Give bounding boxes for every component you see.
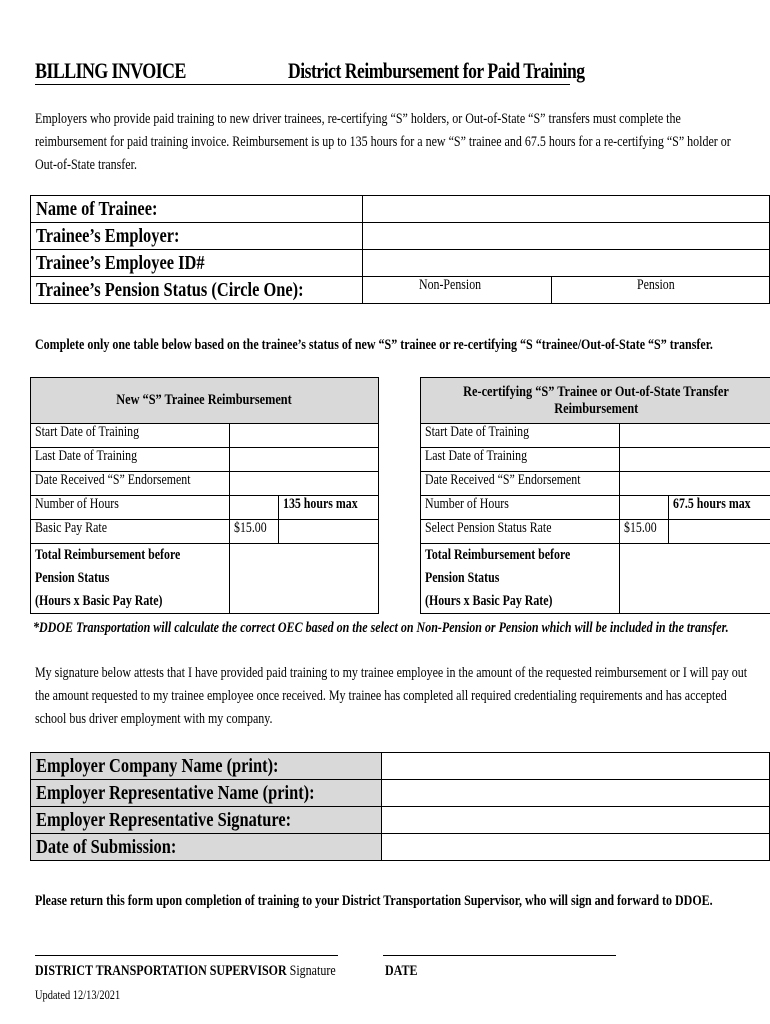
recert-date-received-label: Date Received “S” Endorsement	[421, 472, 620, 496]
supervisor-signature-caption: DISTRICT TRANSPORTATION SUPERVISOR Signature	[35, 963, 336, 979]
intro-line-2: reimbursement for paid training invoice. Reimbursement is up to 135 hours for a new “S” trainee and 67.5 hours for a re-certifying “S” holder or	[35, 134, 731, 150]
new-last-date-field[interactable]	[229, 448, 378, 472]
new-trainee-table	[30, 377, 379, 614]
employer-table	[30, 752, 770, 861]
title-row	[35, 58, 585, 85]
option-pension[interactable]: Pension	[551, 277, 769, 304]
trainee-info-table	[30, 195, 770, 304]
recert-table	[420, 377, 770, 614]
recert-pay-rate-label: Select Pension Status Rate	[421, 520, 620, 544]
new-pay-rate-blank	[278, 520, 378, 544]
new-table-header: New “S” Trainee Reimbursement	[31, 378, 379, 424]
recert-start-date-field[interactable]	[619, 424, 770, 448]
recert-hours-field[interactable]	[619, 496, 668, 520]
new-hours-field[interactable]	[229, 496, 278, 520]
new-hours-label: Number of Hours	[31, 496, 230, 520]
recert-last-date-label: Last Date of Training	[421, 448, 620, 472]
updated-date: Updated 12/13/2021	[35, 987, 121, 1002]
recert-hours-max: 67.5 hours max	[668, 496, 770, 520]
ddoe-note: *DDOE Transportation will calculate the correct OEC based on the select on Non-Pension or Pension which will be included in the transfer.	[33, 620, 729, 636]
recert-start-date-label: Start Date of Training	[421, 424, 620, 448]
date-caption: DATE	[385, 963, 418, 979]
recert-total-field[interactable]	[619, 544, 770, 614]
new-date-received-label: Date Received “S” Endorsement	[31, 472, 230, 496]
recert-pay-rate-blank	[668, 520, 770, 544]
new-start-date-label: Start Date of Training	[31, 424, 230, 448]
option-non-pension[interactable]: Non-Pension	[363, 277, 551, 304]
submission-date-field[interactable]	[381, 834, 769, 861]
recert-hours-label: Number of Hours	[421, 496, 620, 520]
rep-signature-field[interactable]	[381, 807, 769, 834]
trainee-employer-field[interactable]	[363, 223, 770, 250]
recert-date-received-field[interactable]	[619, 472, 770, 496]
recert-last-date-field[interactable]	[619, 448, 770, 472]
instruction-text: Complete only one table below based on the trainee’s status of new “S” trainee or re-certifying “S “trainee/Out-of-State “S” transfer.	[35, 337, 713, 353]
new-pay-rate-label: Basic Pay Rate	[31, 520, 230, 544]
trainee-employee-id-label: Trainee’s Employee ID#	[31, 250, 363, 277]
intro-line-3: Out-of-State transfer.	[35, 157, 137, 173]
company-name-field[interactable]	[381, 753, 769, 780]
new-total-label: Total Reimbursement before Pension Status (Hours x Basic Pay Rate)	[31, 544, 230, 614]
page-title: BILLING INVOICE	[35, 58, 186, 83]
rep-signature-label: Employer Representative Signature:	[31, 807, 382, 834]
trainee-employee-id-field[interactable]	[363, 250, 770, 277]
attest-line-3: school bus driver employment with my company.	[35, 711, 273, 727]
recert-table-header: Re-certifying “S” Trainee or Out-of-State Transfer Reimbursement	[421, 378, 770, 424]
new-date-received-field[interactable]	[229, 472, 378, 496]
trainee-name-label: Name of Trainee:	[31, 196, 363, 223]
date-signature-line[interactable]	[383, 955, 616, 956]
attest-line-1: My signature below attests that I have provided paid training to my trainee employee in the amount of the requested reimbursement or I will pay out	[35, 665, 748, 681]
return-note: Please return this form upon completion of training to your District Transportation Supervisor, who will sign and forward to DDOE.	[35, 893, 713, 909]
trainee-name-field[interactable]	[363, 196, 770, 223]
page-subtitle: District Reimbursement for Paid Training	[288, 58, 585, 83]
recert-pay-rate-value: $15.00	[619, 520, 668, 544]
trainee-pension-label: Trainee’s Pension Status (Circle One):	[31, 277, 363, 304]
trainee-employer-label: Trainee’s Employer:	[31, 223, 363, 250]
rep-name-field[interactable]	[381, 780, 769, 807]
new-start-date-field[interactable]	[229, 424, 378, 448]
submission-date-label: Date of Submission:	[31, 834, 382, 861]
rep-name-label: Employer Representative Name (print):	[31, 780, 382, 807]
new-last-date-label: Last Date of Training	[31, 448, 230, 472]
intro-line-1: Employers who provide paid training to new driver trainees, re-certifying “S” holders, or Out-of-State “S” transfers must complete the	[35, 111, 681, 127]
supervisor-signature-line[interactable]	[35, 955, 338, 956]
new-total-field[interactable]	[229, 544, 378, 614]
new-pay-rate-value: $15.00	[229, 520, 278, 544]
attest-line-2: the amount requested to my trainee employee once received. My trainee has completed all required credentialing requirements and has accepted	[35, 688, 727, 704]
recert-total-label: Total Reimbursement before Pension Status (Hours x Basic Pay Rate)	[421, 544, 620, 614]
company-name-label: Employer Company Name (print):	[31, 753, 382, 780]
new-hours-max: 135 hours max	[278, 496, 378, 520]
